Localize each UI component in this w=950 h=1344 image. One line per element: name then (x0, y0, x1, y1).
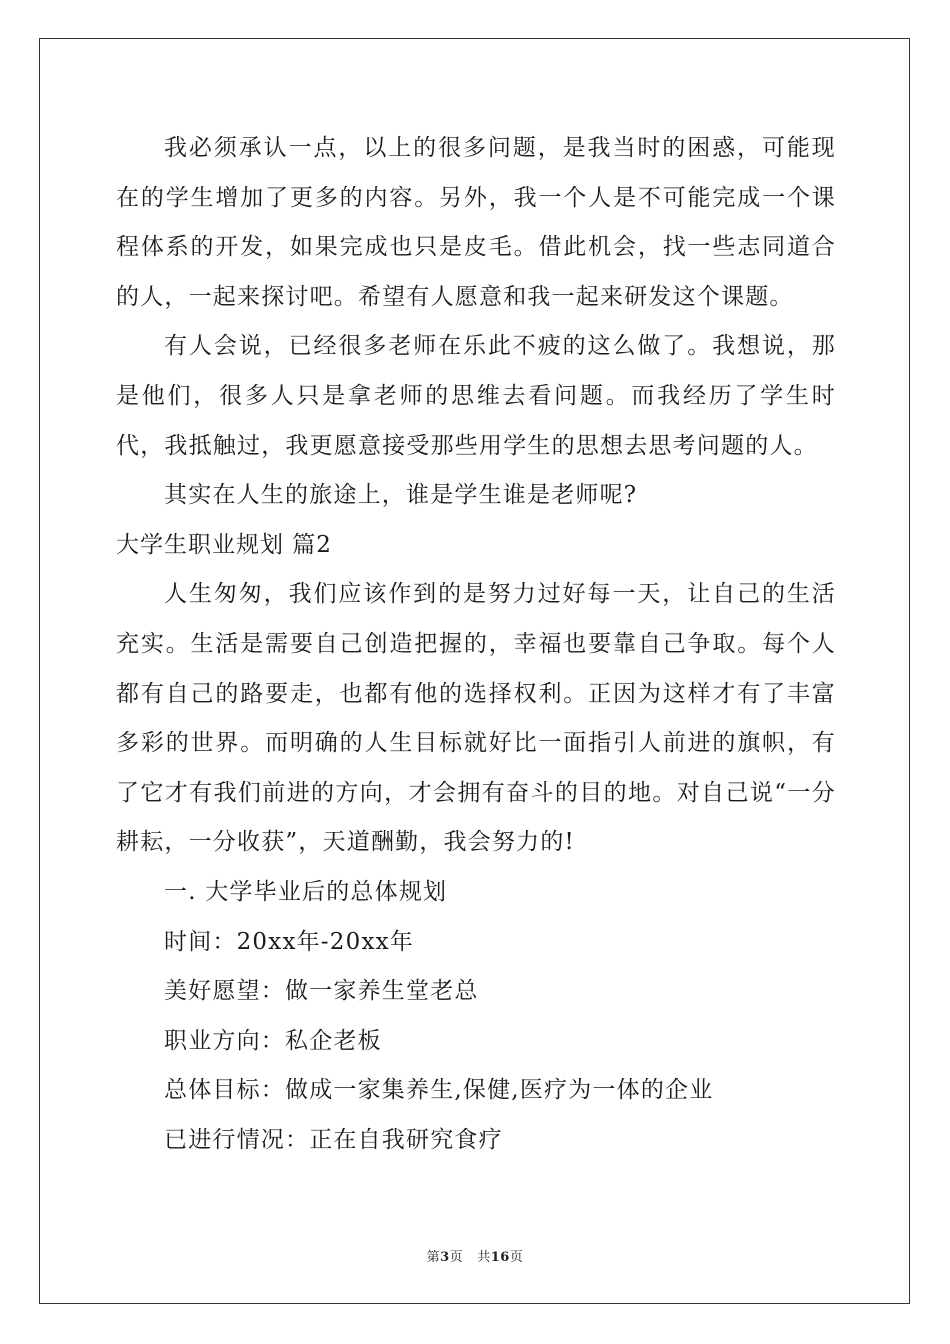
paragraph: 其实在人生的旅途上，谁是学生谁是老师呢? (164, 482, 638, 509)
plan-item-direction: 职业方向：私企老板 (164, 1027, 382, 1054)
page-number: 3 (440, 1250, 450, 1265)
paragraph: 人生匆匆，我们应该作到的是努力过好每一天，让自己的生活充实。生活是需要自己创造把握的，幸福也要靠自己争取。每个人都有自己的路要走，也都有他的选择权利。正因为这样才有了丰富多彩的世界。而明确的人生目标就好比一面指引人前进的旗帜，有了它才有我们前进的方向，才会拥有奋斗的目的地。对自己说“一分耕耘，一分收获”，天道酬勤，我会努力的! (116, 581, 836, 856)
document-body (116, 124, 836, 1165)
plan-item-status: 已进行情况：正在自我研究食疗 (164, 1126, 503, 1153)
total-pages: 16 (490, 1250, 510, 1265)
page-prefix: 第 (426, 1250, 441, 1265)
total-suffix: 页 (509, 1250, 524, 1265)
page-footer (0, 1246, 950, 1265)
page-suffix: 页 (449, 1250, 464, 1265)
plan-item-goal: 总体目标：做成一家集养生,保健,医疗为一体的企业 (164, 1077, 714, 1104)
plan-heading: 一. 大学毕业后的总体规划 (164, 878, 448, 905)
plan-item-wish: 美好愿望：做一家养生堂老总 (164, 978, 479, 1005)
section-heading: 大学生职业规划 篇2 (116, 531, 332, 558)
paragraph: 我必须承认一点，以上的很多问题，是我当时的困惑，可能现在的学生增加了更多的内容。另外，我一个人是不可能完成一个课程体系的开发，如果完成也只是皮毛。借此机会，找一些志同道合的人，一起来探讨吧。希望有人愿意和我一起来研发这个课题。 (116, 135, 836, 310)
plan-item-time: 时间：20xx年-20xx年 (164, 928, 414, 955)
total-prefix: 共 (477, 1250, 491, 1265)
paragraph: 有人会说，已经很多老师在乐此不疲的这么做了。我想说，那是他们，很多人只是拿老师的思维去看问题。而我经历了学生时代，我抵触过，我更愿意接受那些用学生的思想去思考问题的人。 (116, 333, 836, 459)
